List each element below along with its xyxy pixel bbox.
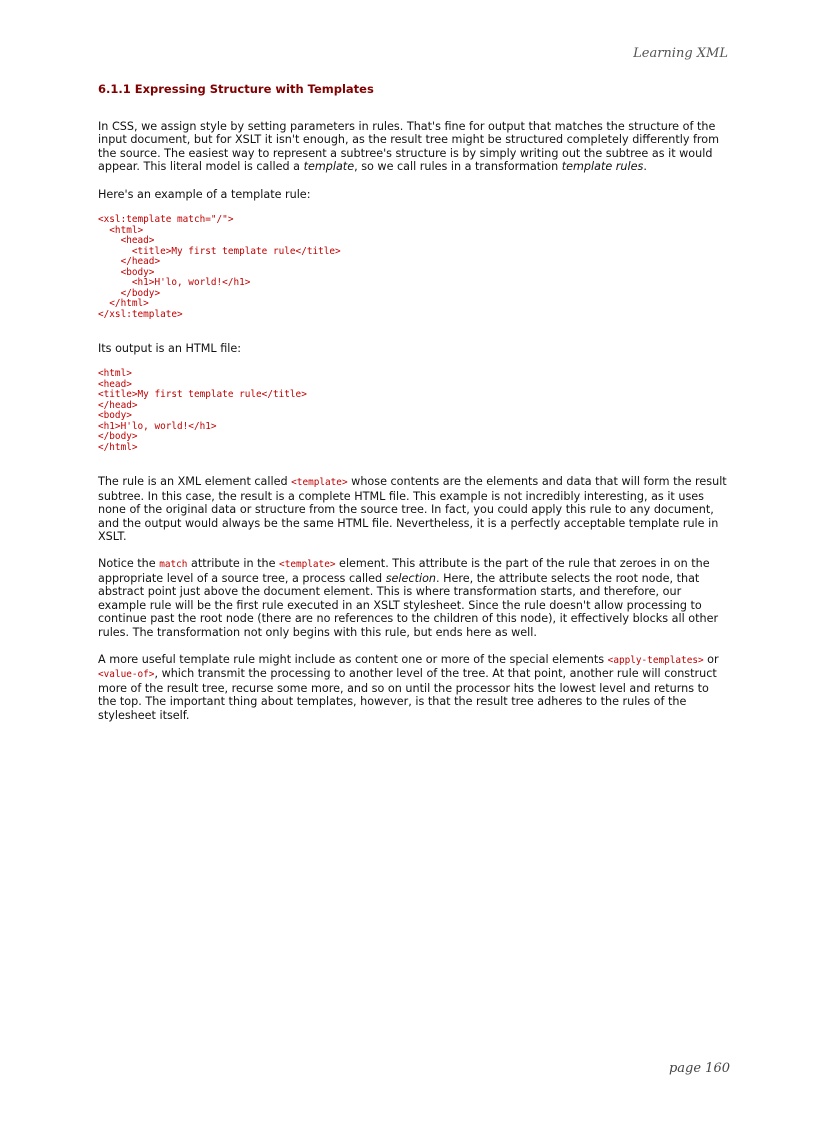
page-content <box>98 82 728 736</box>
inline-code-match: match <box>159 559 188 571</box>
inline-code-apply-templates: <apply-templates> <box>607 654 704 666</box>
page-number: page 160 <box>668 1061 730 1076</box>
paragraph-output-lead: Its output is an HTML file: <box>98 342 242 356</box>
inline-code-template: <template> <box>279 559 336 571</box>
code-block-html-output: <html> <head> <title>My first template rule</title> </head> <body> <h1>H'lo, world!</h1> </body> </html> <box>98 368 307 453</box>
running-header: Learning XML <box>633 46 728 61</box>
paragraph-example-lead: Here's an example of a template rule: <box>98 187 311 201</box>
paragraph-rule-explanation: The rule is an XML element called <template> whose contents are the elements and data that will form the result subtree. In this case, the result is a complete HTML file. This example is not incredibly interesting, as it uses none of the original data or structure from the source tree. In fact, you could apply this rule to any document, and the output would always be the same HTML file. Nevertheless, it is a perfectly acceptable template rule in XSLT. <box>98 475 727 544</box>
section-title: 6.1.1 Expressing Structure with Templates <box>98 82 374 96</box>
paragraph-match-attribute: Notice the match attribute in the <template> element. This attribute is the part of the rule that zeroes in on the appropriate level of a source tree, a process called selection. Here, the attribute selects the root node, that abstract point just above the document element. This is where transformation starts, and therefore, our example rule will be the first rule executed in an XSLT stylesheet. Since the rule doesn't allow processing to continue past the root node (there are no references to the children of this node), it effectively blocks all other rules. The transformation not only begins with this rule, but ends here as well. <box>98 557 719 639</box>
term-selection: selection <box>385 571 437 585</box>
paragraph-useful-template: A more useful template rule might include as content one or more of the special elements <apply-templates> or <value-of>, which transmit the processing to another level of the tree. At that point, another rule will construct more of the result tree, recurse some more, and so on until the processor hits the lowest level and returns to the top. The important thing about templates, however, is that the result tree adheres to the rules of the stylesheet itself. <box>98 652 719 722</box>
term-template: template <box>303 160 355 174</box>
inline-code-template: <template> <box>291 477 348 489</box>
code-block-template-rule: <xsl:template match="/"> <html> <head> <title>My first template rule</title> </head> <body> <h1>H'lo, world!</h1> </body> </html> </xsl:template> <box>98 214 341 320</box>
paragraph-intro: In CSS, we assign style by setting parameters in rules. That's fine for output that matches the structure of the input document, but for XSLT it isn't enough, as the result tree might be structured completely differently from the source. The easiest way to represent a subtree's structure is by simply writing out the subtree as it would appear. This literal model is called a template, so we call rules in a transformation template rules. <box>98 120 720 174</box>
term-template-rules: template rules <box>561 160 644 174</box>
inline-code-value-of: <value-of> <box>98 669 155 681</box>
